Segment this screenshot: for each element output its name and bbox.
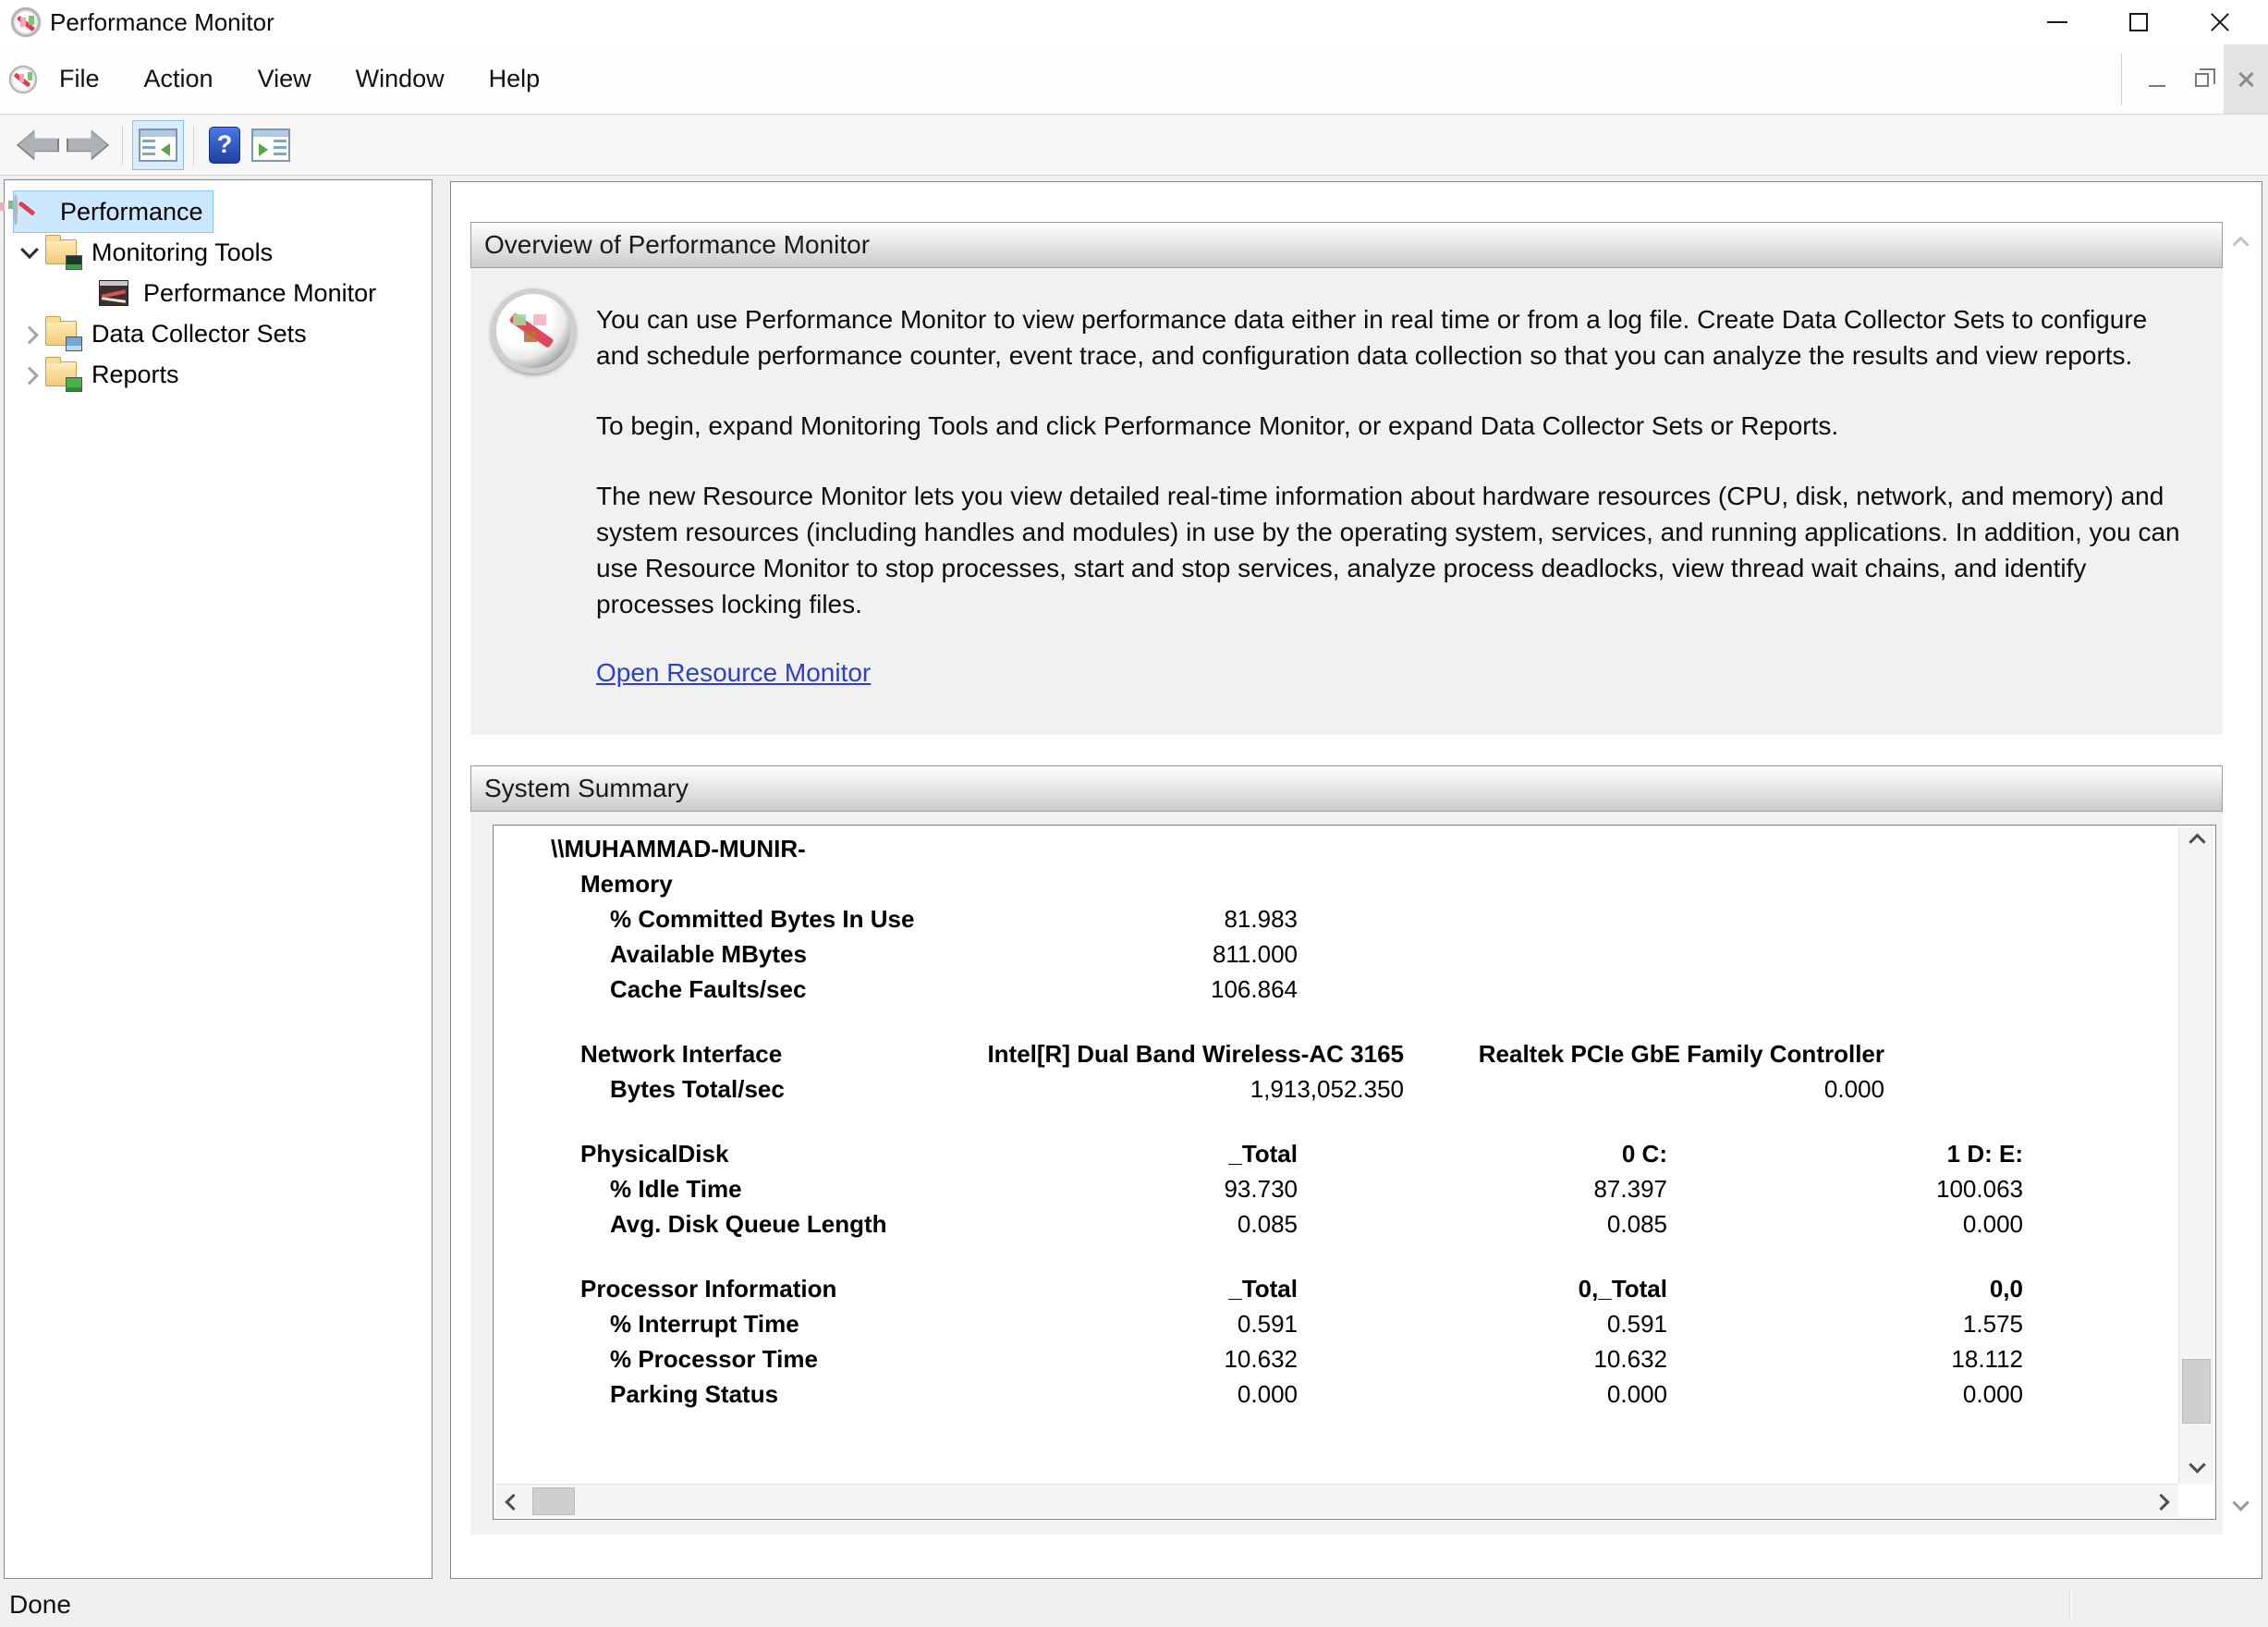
child-window-controls	[2121, 44, 2268, 114]
summary-object-name: Memory	[580, 869, 673, 898]
scroll-down-arrow[interactable]	[2179, 1450, 2214, 1484]
help-button[interactable]	[203, 120, 246, 170]
maximize-button[interactable]	[2098, 0, 2179, 44]
summary-counter-value: 0.085	[1606, 1209, 1667, 1238]
child-minimize-button[interactable]	[2135, 44, 2179, 114]
summary-counter-value: 0.085	[1237, 1209, 1298, 1238]
maximize-icon	[2129, 13, 2148, 31]
summary-counter-label: Bytes Total/sec	[610, 1074, 785, 1103]
overview-paragraph: You can use Performance Monitor to view performance data either in real time or from a log file. Create Data Collector Sets to configure and schedule performance counter, event trace, and configuration data collection so that you can analyze the results and view reports.	[596, 305, 2148, 370]
console-tree-icon	[139, 128, 177, 162]
summary-instance-header: Realtek PCIe GbE Family Controller	[1478, 1039, 1884, 1068]
horizontal-scrollbar[interactable]	[495, 1484, 2178, 1517]
show-console-tree-button[interactable]	[132, 120, 184, 170]
summary-instance-header: _Total	[1228, 1274, 1298, 1303]
summary-counter-value: 0.000	[1823, 1074, 1884, 1103]
folder-green-icon	[45, 359, 80, 390]
folder-blue-icon	[45, 318, 80, 349]
overview-title: Overview of Performance Monitor	[484, 230, 871, 259]
tree-item-performance-monitor[interactable]	[97, 273, 385, 313]
divider	[122, 125, 123, 165]
tree-item-reports[interactable]	[14, 354, 189, 395]
summary-counter-row	[495, 1306, 2178, 1341]
divider	[193, 125, 194, 165]
summary-counter-row	[495, 936, 2178, 972]
summary-counter-value: 0.000	[1962, 1379, 2023, 1408]
minimize-icon	[2149, 85, 2165, 87]
tree-item-monitoring-tools[interactable]	[14, 232, 282, 273]
close-icon	[2209, 11, 2231, 33]
scroll-right-arrow[interactable]	[2143, 1485, 2178, 1518]
vertical-scrollbar[interactable]	[2178, 827, 2213, 1484]
summary-counter-label: Avg. Disk Queue Length	[610, 1209, 887, 1238]
toolbar	[0, 115, 2268, 176]
summary-instance-header: 0,_Total	[1578, 1274, 1667, 1303]
summary-counter-label: % Processor Time	[610, 1344, 818, 1373]
summary-counter-value: 0.000	[1962, 1209, 2023, 1238]
back-button[interactable]	[13, 120, 63, 170]
perfmon-logo-icon	[491, 288, 576, 373]
summary-counter-row	[495, 972, 2178, 1007]
summary-object-name: Network Interface	[580, 1039, 783, 1068]
summary-counter-label: % Committed Bytes In Use	[610, 904, 915, 933]
summary-table	[493, 825, 2216, 1520]
status-text: Done	[9, 1590, 71, 1619]
restore-icon	[2195, 73, 2209, 87]
menu-bar	[0, 44, 2268, 115]
summary-object-row	[495, 1271, 2178, 1306]
summary-counter-row	[495, 1171, 2178, 1206]
child-restore-button[interactable]	[2179, 44, 2224, 114]
scroll-down-icon[interactable]	[2225, 1491, 2256, 1519]
chevron-right-icon[interactable]	[14, 368, 45, 381]
summary-counter-value: 0.591	[1606, 1309, 1667, 1338]
summary-counter-value: 811.000	[1212, 939, 1298, 968]
summary-counter-value: 0.000	[1237, 1379, 1298, 1408]
summary-object-name: Processor Information	[580, 1274, 837, 1303]
help-icon: ?	[209, 127, 240, 164]
overview-paragraph: The new Resource Monitor lets you view detailed real-time information about hardware resources (CPU, disk, network, and memory) and system resources (including handles and modules) in use by the operating system, services, and running applications. In addition, you can use Resource Monitor to stop processes, start and stop services, analyze process deadlocks, view thread wait chains, and identify processes locking files.	[596, 482, 2180, 618]
summary-counter-row	[495, 1376, 2178, 1412]
summary-counter-label: Available MBytes	[610, 939, 807, 968]
summary-section-body	[470, 812, 2223, 1535]
summary-counter-label: % Interrupt Time	[610, 1309, 799, 1338]
forward-icon	[68, 131, 107, 159]
divider	[2121, 54, 2122, 105]
minimize-button[interactable]	[2017, 0, 2098, 44]
window-controls	[2017, 0, 2261, 44]
summary-counter-value: 106.864	[1211, 974, 1298, 1003]
tree-item-label: Performance	[60, 197, 203, 226]
menu-view[interactable]: View	[257, 65, 311, 92]
summary-counter-value: 0.000	[1606, 1379, 1667, 1408]
summary-counter-value: 87.397	[1593, 1174, 1667, 1203]
status-bar	[0, 1583, 2268, 1627]
menu-help[interactable]: Help	[488, 65, 541, 92]
summary-instance-header: 0,0	[1989, 1274, 2023, 1303]
child-close-button[interactable]	[2224, 44, 2268, 114]
summary-object-row	[495, 1036, 2178, 1071]
summary-object-row	[495, 866, 2178, 901]
window-title: Performance Monitor	[50, 7, 274, 36]
main-area	[0, 176, 2268, 1583]
menu-window[interactable]: Window	[355, 65, 445, 92]
summary-counter-value: 100.063	[1936, 1174, 2023, 1203]
summary-spacer-row	[495, 1007, 2178, 1036]
horizontal-scroll-thumb[interactable]	[532, 1487, 575, 1515]
content-panel	[450, 181, 2262, 1579]
summary-counter-value: 1.575	[1962, 1309, 2023, 1338]
chevron-down-icon[interactable]	[14, 246, 45, 259]
chevron-right-icon[interactable]	[14, 327, 45, 340]
tree-item-label: Monitoring Tools	[91, 238, 274, 266]
show-action-pane-button[interactable]	[246, 120, 296, 170]
summary-host-name: \\MUHAMMAD-MUNIR-	[551, 834, 806, 862]
tree-item-label: Data Collector Sets	[91, 319, 307, 348]
summary-counter-row	[495, 901, 2178, 936]
summary-instance-header: 0 C:	[1621, 1139, 1667, 1168]
summary-counter-value: 10.632	[1224, 1344, 1298, 1373]
vertical-scroll-thumb[interactable]	[2182, 1359, 2211, 1424]
tree-item-label: Performance Monitor	[143, 278, 377, 307]
summary-instance-header: 1 D: E:	[1946, 1139, 2023, 1168]
overview-section-body	[470, 268, 2223, 735]
app-icon	[11, 7, 41, 37]
divider	[2070, 1590, 2072, 1620]
summary-object-row	[495, 1136, 2178, 1171]
scroll-left-arrow[interactable]	[495, 1485, 530, 1518]
summary-counter-row	[495, 1341, 2178, 1376]
action-pane-icon	[251, 128, 290, 162]
summary-counter-label: Cache Faults/sec	[610, 974, 807, 1003]
folder-chart-icon	[45, 237, 80, 268]
summary-instance-header: Intel[R] Dual Band Wireless-AC 3165	[987, 1039, 1404, 1068]
summary-counter-value: 18.112	[1951, 1344, 2023, 1373]
open-resource-monitor-link[interactable]: Open Resource Monitor	[596, 658, 872, 687]
summary-object-name: PhysicalDisk	[580, 1139, 729, 1168]
summary-counter-value: 93.730	[1224, 1174, 1298, 1203]
content-inner	[470, 222, 2223, 1535]
summary-spacer-row	[495, 1107, 2178, 1136]
console-window-icon	[9, 66, 37, 93]
summary-instance-header: _Total	[1228, 1139, 1298, 1168]
summary-counter-value: 1,913,052.350	[1250, 1074, 1404, 1103]
tree-item-performance[interactable]	[14, 191, 213, 232]
summary-counter-row	[495, 1071, 2178, 1107]
perfmon-icon	[14, 196, 49, 227]
forward-button[interactable]	[63, 120, 113, 170]
close-icon	[2238, 71, 2254, 88]
chart-icon	[97, 277, 132, 309]
summary-counter-row	[495, 1206, 2178, 1242]
close-button[interactable]	[2179, 0, 2261, 44]
menu-file[interactable]: File	[59, 65, 100, 92]
title-bar	[0, 0, 2268, 44]
summary-counter-label: Parking Status	[610, 1379, 779, 1408]
summary-spacer-row	[495, 1242, 2178, 1271]
summary-counter-value: 81.983	[1224, 904, 1298, 933]
summary-section-header	[470, 765, 2223, 812]
summary-counter-value: 10.632	[1593, 1344, 1667, 1373]
console-tree-panel	[4, 179, 433, 1579]
scroll-up-icon[interactable]	[2225, 233, 2256, 261]
summary-table-content	[495, 831, 2178, 1484]
tree-item-data-collector-sets[interactable]	[14, 313, 316, 354]
summary-title: System Summary	[484, 774, 689, 802]
tree-item-label: Reports	[91, 360, 179, 388]
overview-section-header	[470, 222, 2223, 268]
scroll-up-arrow[interactable]	[2179, 827, 2214, 861]
back-icon	[18, 131, 57, 159]
overview-paragraph: To begin, expand Monitoring Tools and click Performance Monitor, or expand Data Collector Sets or Reports.	[596, 411, 1839, 440]
summary-counter-label: % Idle Time	[610, 1174, 742, 1203]
menu-action[interactable]: Action	[143, 65, 213, 92]
summary-counter-value: 0.591	[1237, 1309, 1298, 1338]
summary-host-row	[495, 831, 2178, 866]
minimize-icon	[2047, 21, 2067, 23]
